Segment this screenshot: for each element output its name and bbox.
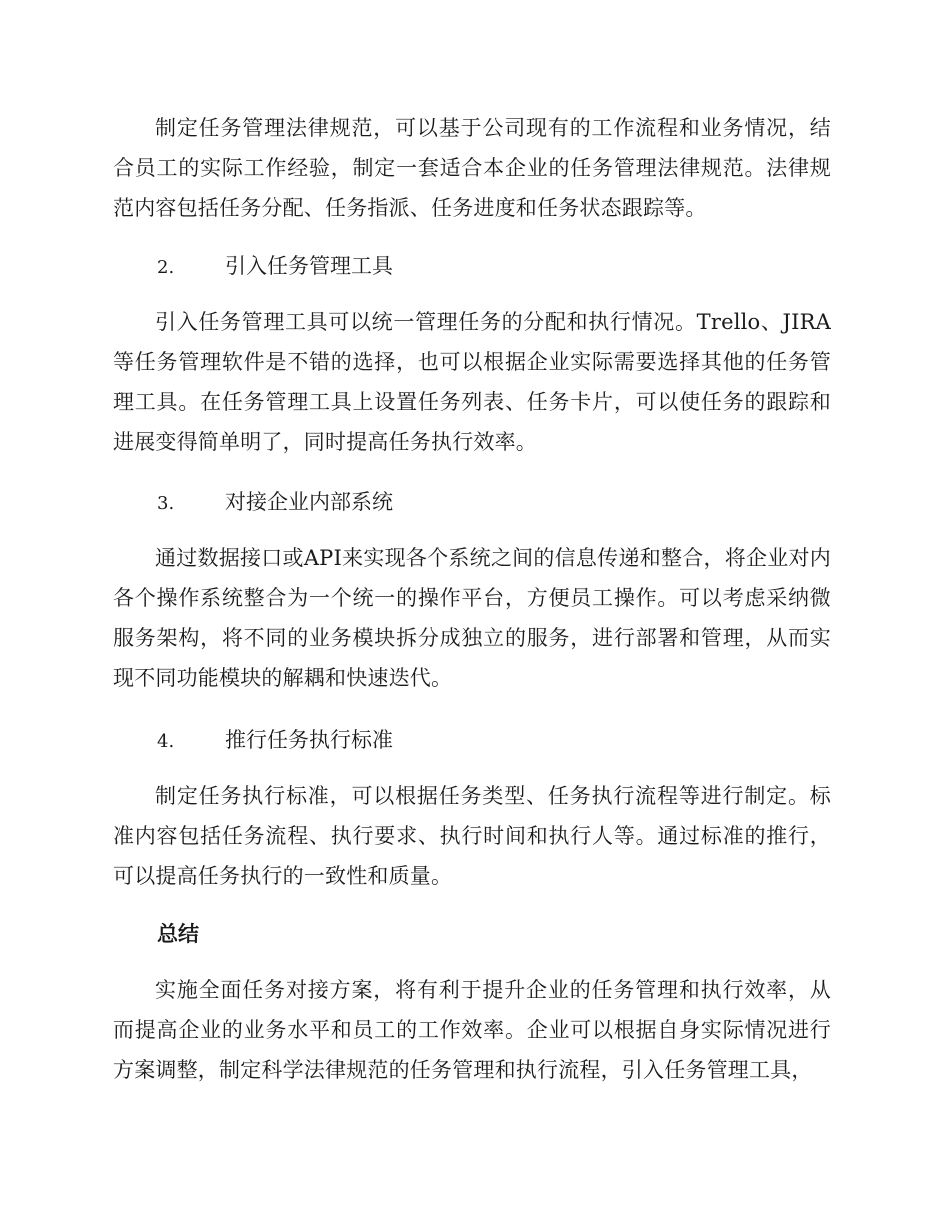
paragraph-task-rules: 制定任务管理法律规范，可以基于公司现有的工作流程和业务情况，结合员工的实际工作经验，制定一套适合本企业的任务管理法律规范。法律规范内容包括任务分配、任务指派、任务进度和任务状态跟踪等。 [113, 116, 831, 220]
list-number: 3. [157, 493, 175, 514]
paragraph-execution-standards: 制定任务执行标准，可以根据任务类型、任务执行流程等进行制定。标准内容包括任务流程、执行要求、执行时间和执行人等。通过标准的推行，可以提高任务执行的一致性和质量。 [113, 784, 831, 888]
list-item-4 [157, 720, 817, 762]
list-item-2 [157, 246, 817, 288]
list-number: 2. [157, 257, 175, 278]
list-item-3 [157, 482, 817, 524]
list-item-title: 推行任务执行标准 [225, 728, 393, 752]
list-item-title: 引入任务管理工具 [225, 254, 393, 278]
list-number: 4. [157, 731, 175, 752]
list-item-title: 对接企业内部系统 [225, 490, 393, 514]
paragraph-task-tools: 引入任务管理工具可以统一管理任务的分配和执行情况。Trello、JIRA等任务管理软件是不错的选择，也可以根据企业实际需要选择其他的任务管理工具。在任务管理工具上设置任务列表、任务卡片，可以使任务的跟踪和进展变得简单明了，同时提高任务执行效率。 [113, 310, 831, 454]
paragraph-summary: 实施全面任务对接方案，将有利于提升企业的任务管理和执行效率，从而提高企业的业务水平和员工的工作效率。企业可以根据自身实际情况进行方案调整，制定科学法律规范的任务管理和执行流程，引入任务管理工具， [113, 978, 831, 1082]
summary-heading: 总结 [157, 922, 199, 946]
paragraph-internal-systems: 通过数据接口或API来实现各个系统之间的信息传递和整合，将企业对内各个操作系统整合为一个统一的操作平台，方便员工操作。可以考虑采纳微服务架构，将不同的业务模块拆分成独立的服务，进行部署和管理，从而实现不同功能模块的解耦和快速迭代。 [113, 546, 831, 690]
